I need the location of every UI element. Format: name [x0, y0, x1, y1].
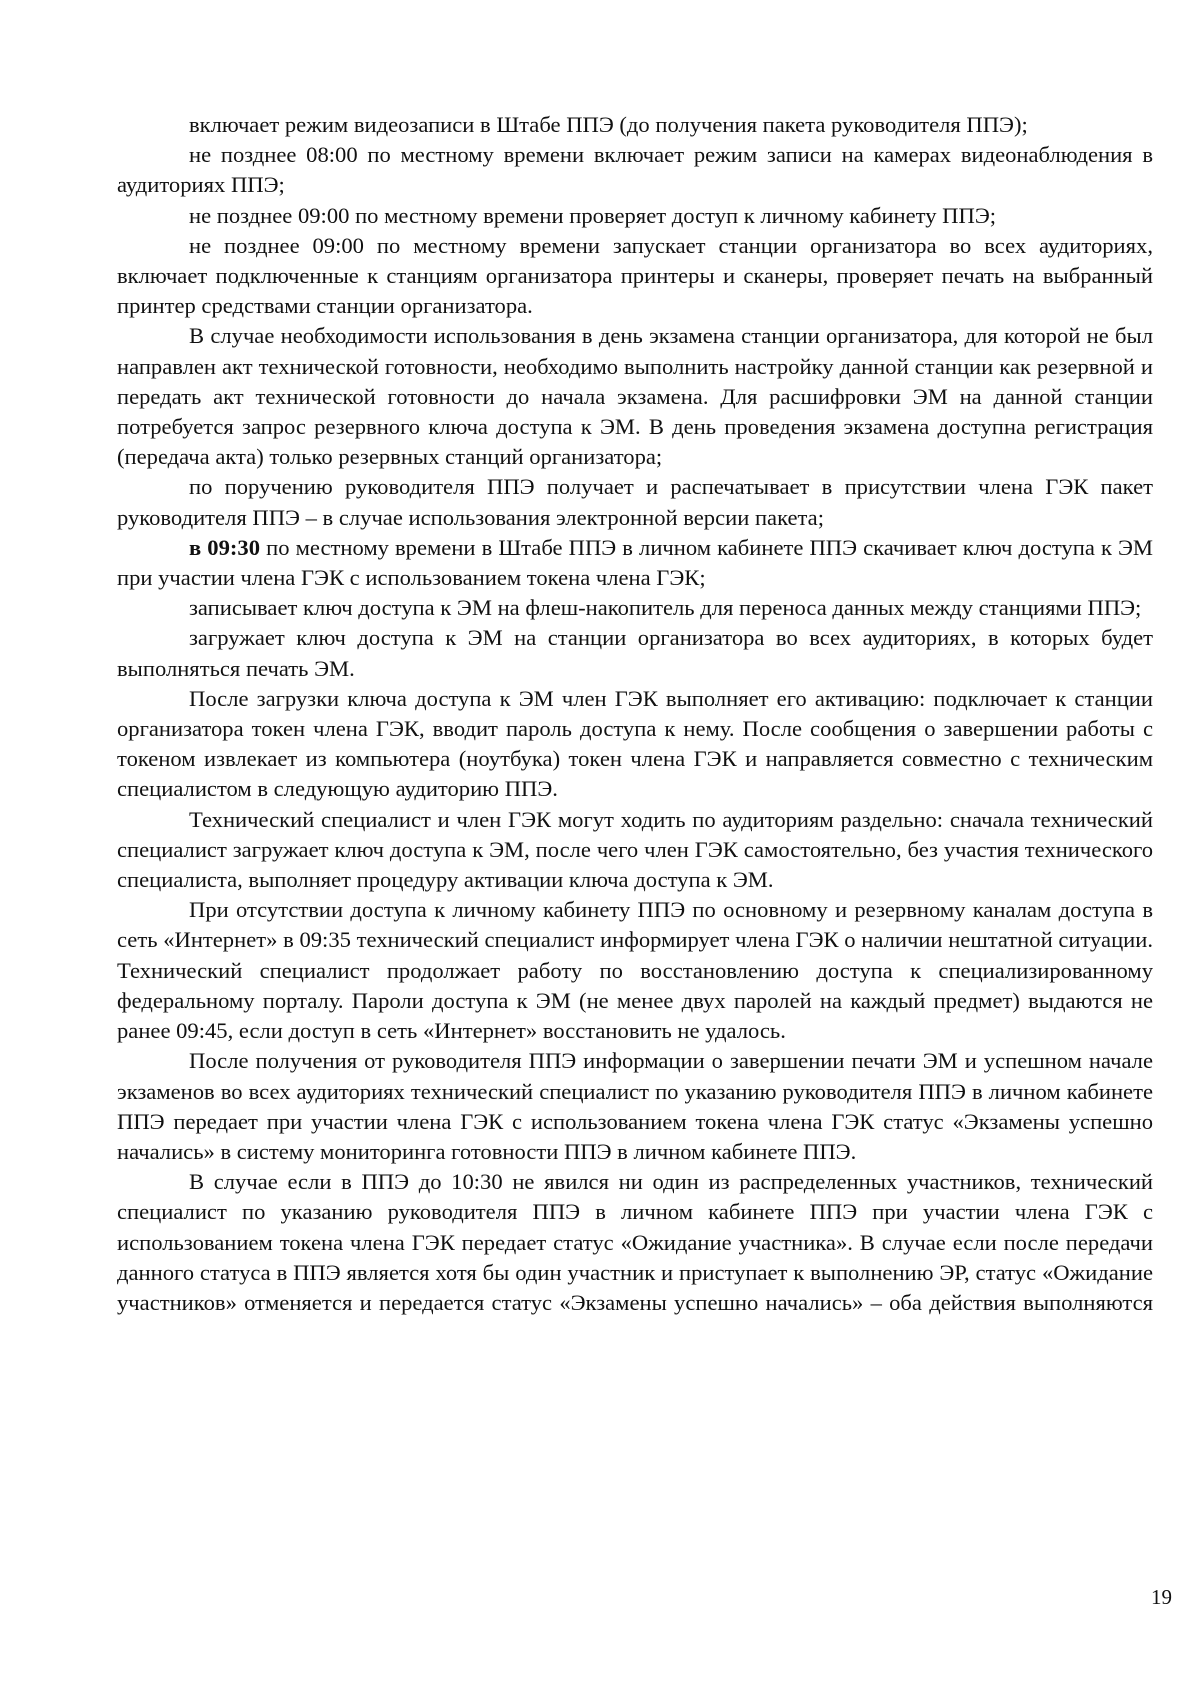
paragraph [117, 623, 1153, 683]
paragraph [117, 805, 1153, 896]
paragraph-text: загружает ключ доступа к ЭМ на станции организатора во всех аудиториях, в которых будет выполняться печать ЭМ. [117, 625, 1153, 681]
paragraph [117, 895, 1153, 1046]
paragraph-text: включает режим видеозаписи в Штабе ППЭ (до получения пакета руководителя ППЭ); [189, 112, 1028, 137]
paragraph-text: После загрузки ключа доступа к ЭМ член ГЭК выполняет его активацию: подключает к станции организатора токен члена ГЭК, вводит пароль доступа к нему. После сообщения о завершении работы с токеном извлекает из компьютера (ноутбука) токен члена ГЭК и направляется совместно с техническим специалистом в следующую аудиторию ППЭ. [117, 685, 1153, 802]
paragraph-text: В случае необходимости использования в день экзамена станции организатора, для которой не был направлен акт технической готовности, необходимо выполнить настройку данной станции как резервной и передать акт технической готовности до начала экзамена. Для расшифровки ЭМ на данной станции потребуется запрос резервного ключа доступа к ЭМ. В день проведения экзамена доступна регистрация (передача акта) только резервных станций организатора; [117, 323, 1153, 470]
paragraph [117, 140, 1153, 200]
paragraph-text: не позднее 09:00 по местному времени проверяет доступ к личному кабинету ППЭ; [189, 202, 997, 228]
paragraph [117, 472, 1153, 532]
paragraph [117, 593, 1153, 623]
paragraph-text: по местному времени в Штабе ППЭ в личном кабинете ППЭ скачивает ключ доступа к ЭМ при участии члена ГЭК с использованием токена члена ГЭК; [117, 534, 1154, 591]
paragraph [117, 533, 1153, 593]
paragraph [117, 321, 1153, 472]
paragraph [117, 110, 1153, 140]
paragraph [117, 1046, 1153, 1167]
paragraph-text: Технический специалист и член ГЭК могут ходить по аудиториям раздельно: сначала технический специалист загружает ключ доступа к ЭМ, после чего член ГЭК самостоятельно, без участия технического специалиста, выполняет процедуру активации ключа доступа к ЭМ. [117, 806, 1153, 893]
paragraph [117, 1167, 1153, 1318]
page-number: 19 [1151, 1585, 1172, 1609]
document-body [117, 110, 1153, 1318]
paragraph [117, 684, 1153, 805]
paragraph [117, 201, 1153, 231]
paragraph-bold-lead: в 09:30 [189, 534, 261, 560]
paragraph-text: не позднее 08:00 по местному времени включает режим записи на камерах видеонаблюдения в аудиториях ППЭ; [117, 142, 1153, 198]
paragraph-text: В случае если в ППЭ до 10:30 не явился ни один из распределенных участников, технический специалист по указанию руководителя ППЭ в личном кабинете ППЭ при участии члена ГЭК с использованием токена члена ГЭК передает статус «Ожидание участника». В случае если после передачи данного статуса в ППЭ является хотя бы один участник и приступает к выполнению ЭР, статус «Ожидание участников» отменяется и передается статус «Экзамены успешно начались» – оба действия выполняются [117, 1169, 1153, 1315]
paragraph-text: записывает ключ доступа к ЭМ на флеш-накопитель для переноса данных между станциями ППЭ; [189, 595, 1142, 621]
paragraph [117, 231, 1153, 322]
paragraph-text: по поручению руководителя ППЭ получает и распечатывает в присутствии члена ГЭК пакет руководителя ППЭ – в случае использования электронной версии пакета; [117, 474, 1153, 530]
paragraph-text: не позднее 09:00 по местному времени запускает станции организатора во всех аудиториях, включает подключенные к станциям организатора принтеры и сканеры, проверяет печать на выбранный принтер средствами станции организатора. [117, 232, 1153, 319]
paragraph-text: При отсутствии доступа к личному кабинету ППЭ по основному и резервному каналам доступа в сеть «Интернет» в 09:35 технический специалист информирует члена ГЭК о наличии нештатной ситуации. Технический специалист продолжает работу по восстановлению доступа к специализированному федеральному порталу. Пароли доступа к ЭМ (не менее двух паролей на каждый предмет) выдаются не ранее 09:45, если доступ в сеть «Интернет» восстановить не удалось. [117, 897, 1153, 1044]
paragraph-text: После получения от руководителя ППЭ информации о завершении печати ЭМ и успешном начале экзаменов во всех аудиториях технический специалист по указанию руководителя ППЭ в личном кабинете ППЭ передает при участии члена ГЭК с использованием токена члена ГЭК статус «Экзамены успешно начались» в систему мониторинга готовности ППЭ в личном кабинете ППЭ. [117, 1048, 1153, 1164]
